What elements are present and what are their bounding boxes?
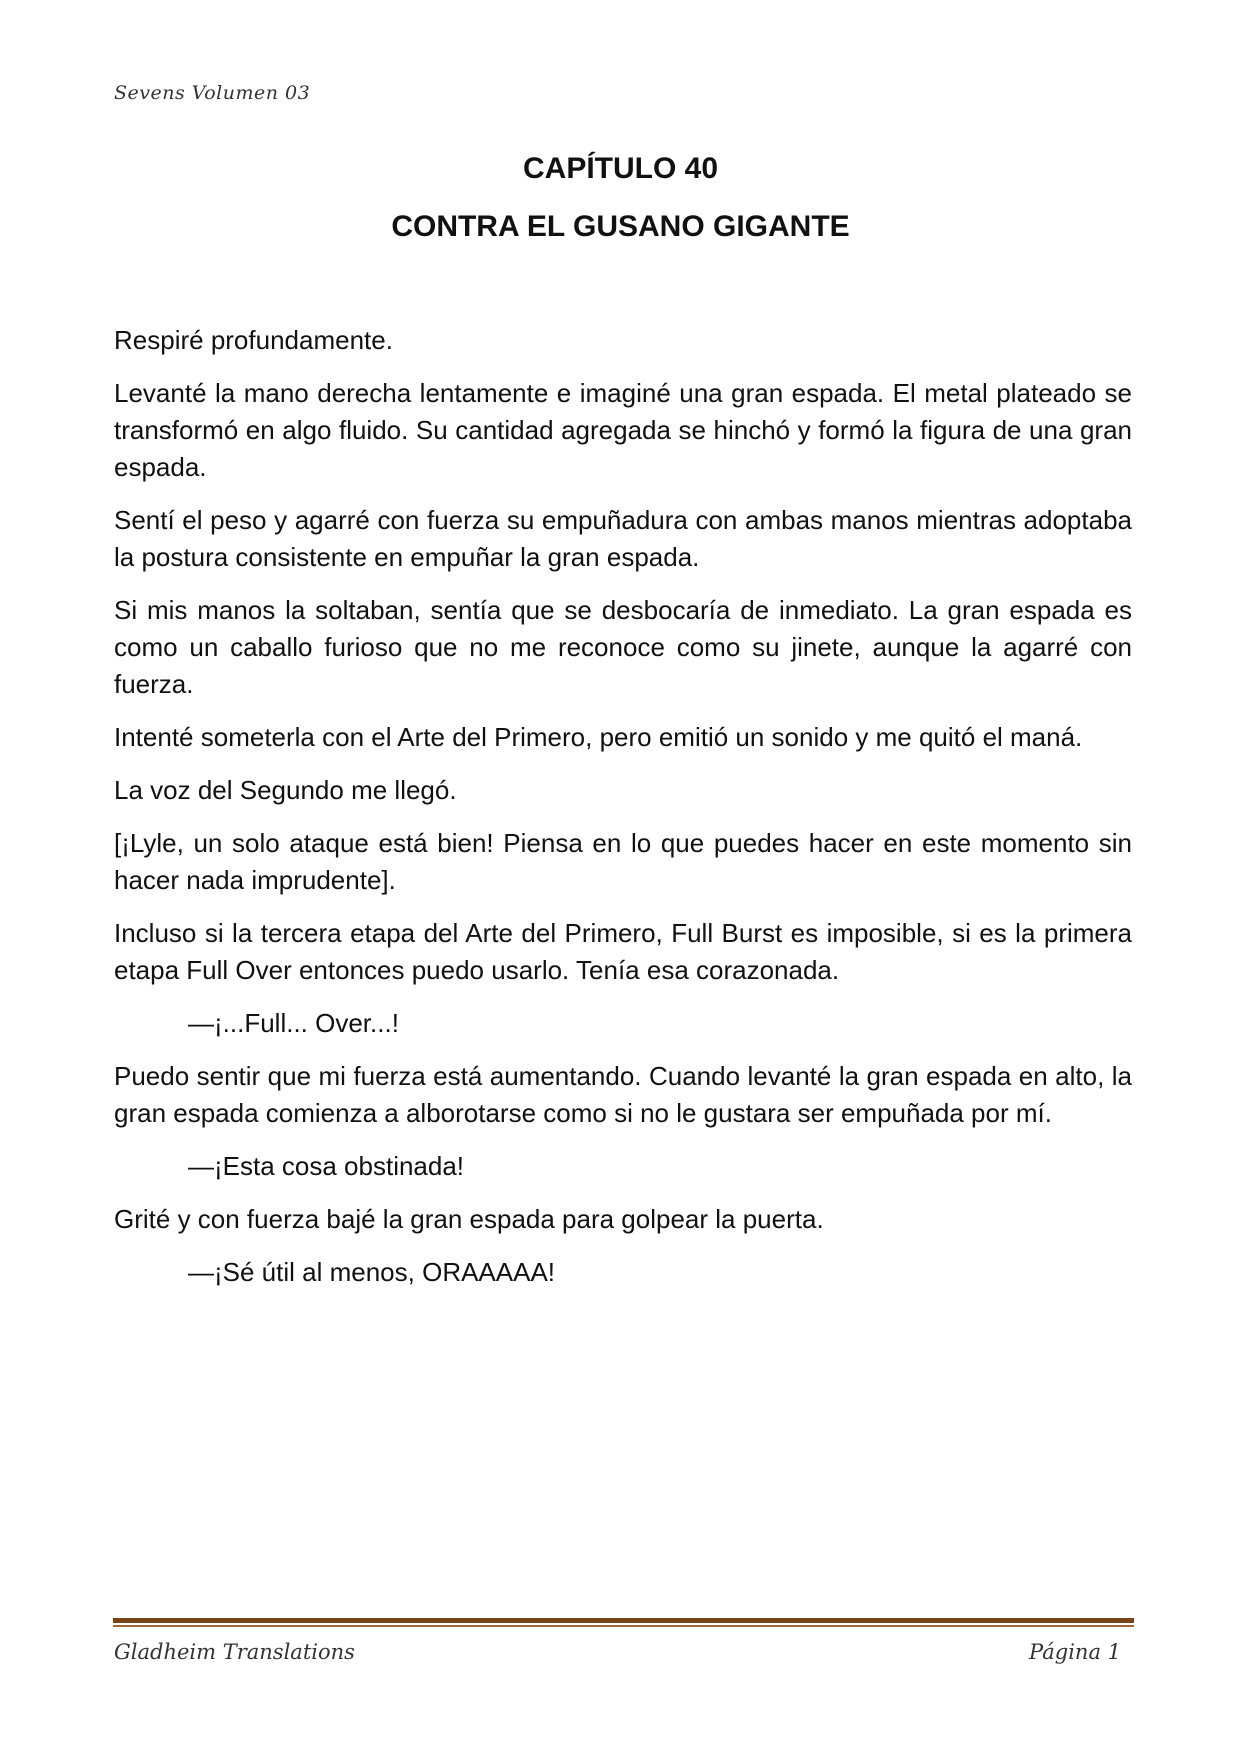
footer-divider-thin	[113, 1625, 1134, 1627]
footer-publisher: Gladheim Translations	[114, 1640, 355, 1664]
paragraph: Puedo sentir que mi fuerza está aumentando. Cuando levanté la gran espada en alto, la gran espada comienza a alborotarse como si no le gustara ser empuñada por mí.	[114, 1061, 1132, 1128]
paragraph: Grité y con fuerza bajé la gran espada para golpear la puerta.	[114, 1204, 824, 1234]
dialog-line: —¡...Full... Over...!	[188, 1008, 399, 1038]
footer-divider	[113, 1618, 1134, 1627]
paragraph: Sentí el peso y agarré con fuerza su empuñadura con ambas manos mientras adoptaba la postura consistente en empuñar la gran espada.	[114, 505, 1132, 572]
footer-page-number: Página 1	[1029, 1640, 1121, 1664]
chapter-body	[114, 322, 1132, 1307]
dialog-line: —¡Esta cosa obstinada!	[188, 1151, 465, 1181]
paragraph: [¡Lyle, un solo ataque está bien! Piensa en lo que puedes hacer en este momento sin hacer nada imprudente].	[114, 828, 1132, 895]
dialog-line: —¡Sé útil al menos, ORAAAAA!	[188, 1257, 556, 1287]
paragraph: Incluso si la tercera etapa del Arte del Primero, Full Burst es imposible, si es la primera etapa Full Over entonces puedo usarlo. Tenía esa corazonada.	[114, 918, 1132, 985]
chapter-number: CAPÍTULO 40	[522, 152, 719, 185]
paragraph: Si mis manos la soltaban, sentía que se desbocaría de inmediato. La gran espada es como un caballo furioso que no me reconoce como su jinete, aunque la agarré con fuerza.	[114, 595, 1132, 699]
paragraph: Intenté someterla con el Arte del Primero, pero emitió un sonido y me quitó el maná.	[114, 722, 1083, 752]
chapter-title: CONTRA EL GUSANO GIGANTE	[391, 210, 850, 243]
footer-divider-thick	[113, 1618, 1134, 1623]
paragraph: Levanté la mano derecha lentamente e imaginé una gran espada. El metal plateado se transformó en algo fluido. Su cantidad agregada se hinchó y formó la figura de una gran espada.	[114, 378, 1132, 482]
paragraph: Respiré profundamente.	[114, 325, 393, 355]
running-header: Sevens Volumen 03	[114, 82, 311, 104]
paragraph: La voz del Segundo me llegó.	[114, 775, 457, 805]
